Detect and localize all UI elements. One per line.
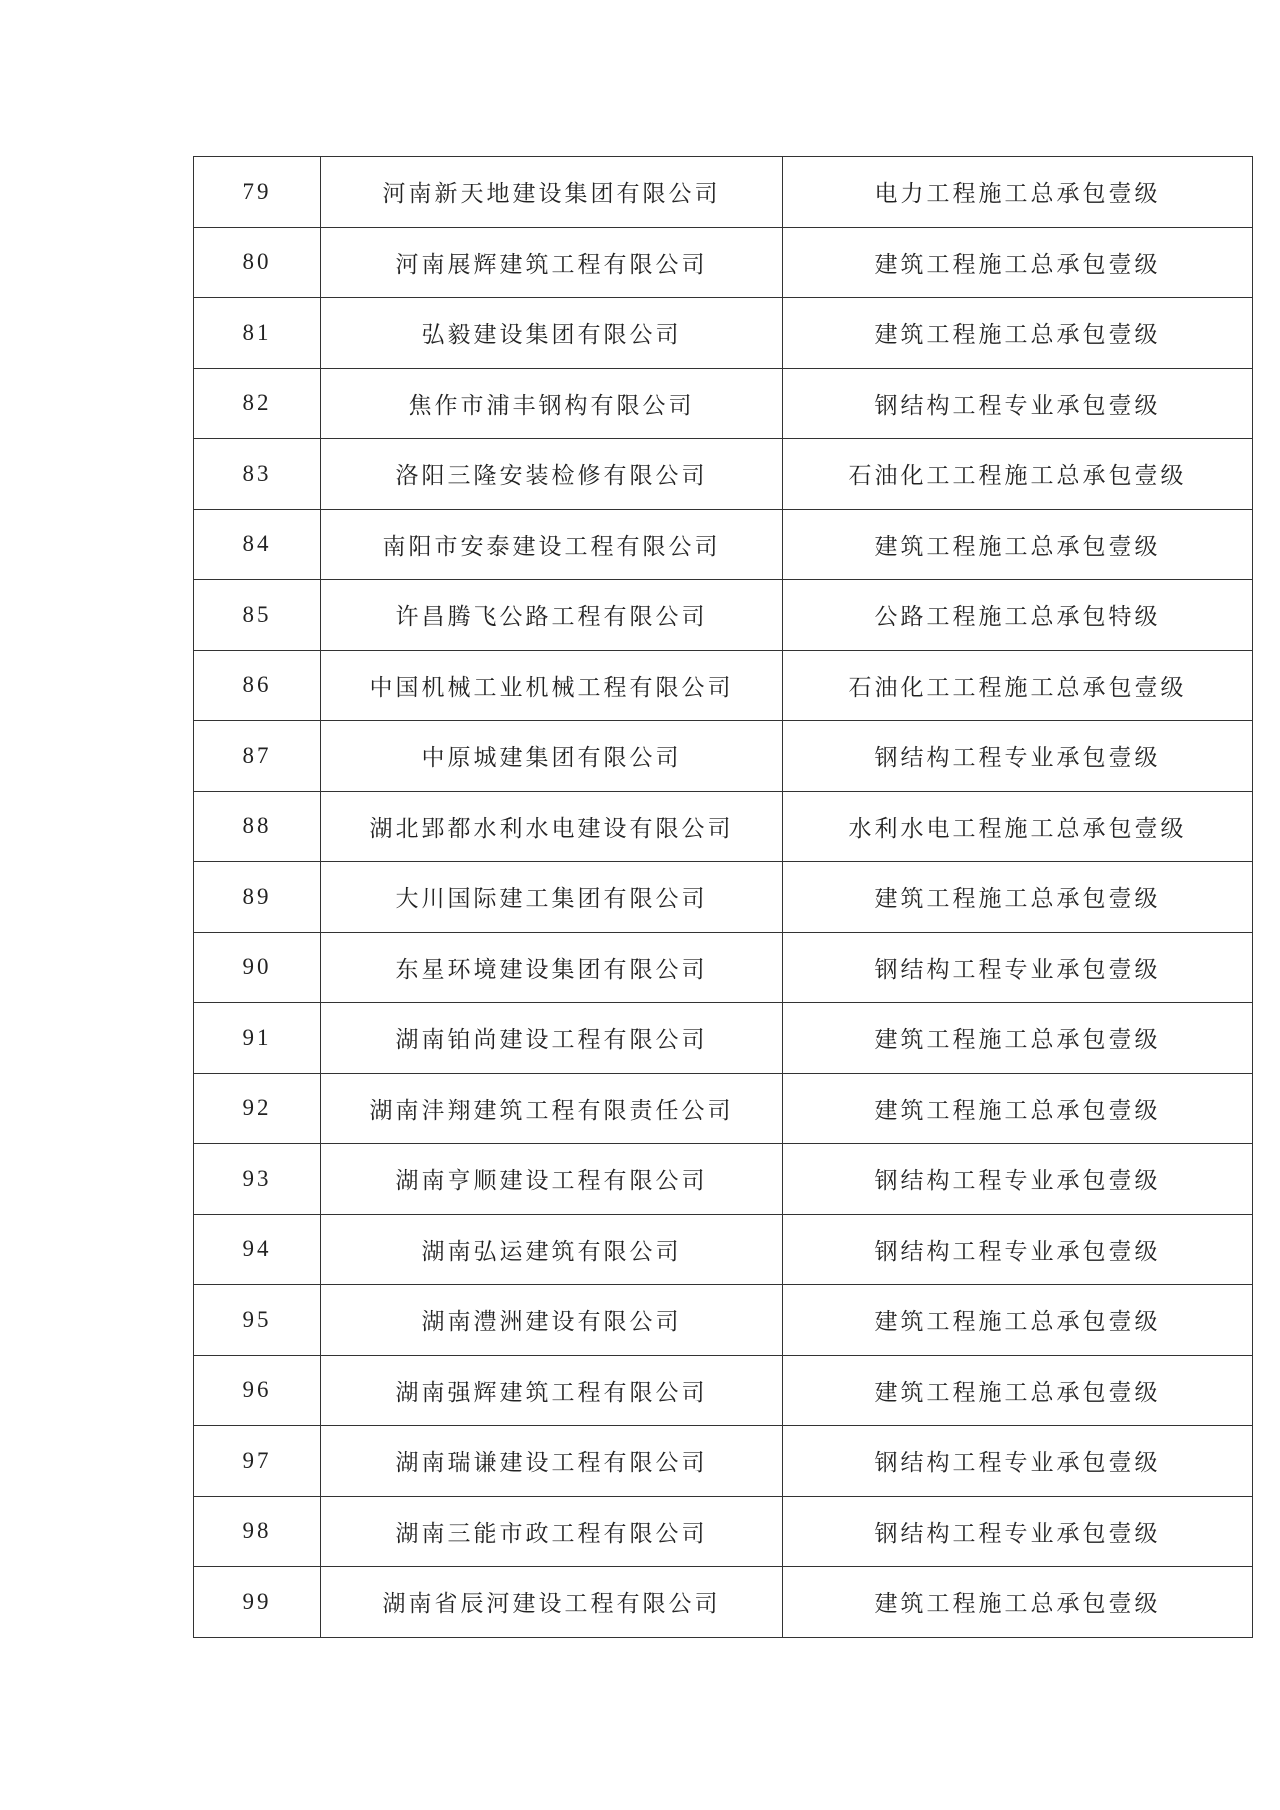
row-number: 98 — [194, 1496, 321, 1567]
qualification: 水利水电工程施工总承包壹级 — [783, 791, 1253, 862]
table-row — [194, 157, 1253, 228]
table-row — [194, 650, 1253, 721]
row-number: 82 — [194, 368, 321, 439]
table-row — [194, 1285, 1253, 1356]
company-name: 许昌腾飞公路工程有限公司 — [321, 580, 783, 651]
table-row — [194, 1214, 1253, 1285]
table-row — [194, 509, 1253, 580]
table-row — [194, 1073, 1253, 1144]
table-row — [194, 368, 1253, 439]
row-number: 80 — [194, 227, 321, 298]
qualification: 建筑工程施工总承包壹级 — [783, 862, 1253, 933]
row-number: 88 — [194, 791, 321, 862]
qualification: 钢结构工程专业承包壹级 — [783, 1496, 1253, 1567]
table-row — [194, 791, 1253, 862]
company-name: 湖北郢都水利水电建设有限公司 — [321, 791, 783, 862]
row-number: 86 — [194, 650, 321, 721]
qualification: 建筑工程施工总承包壹级 — [783, 298, 1253, 369]
table-row — [194, 439, 1253, 510]
row-number: 90 — [194, 932, 321, 1003]
row-number: 81 — [194, 298, 321, 369]
qualification: 建筑工程施工总承包壹级 — [783, 1285, 1253, 1356]
row-number: 84 — [194, 509, 321, 580]
row-number: 91 — [194, 1003, 321, 1074]
company-name: 东星环境建设集团有限公司 — [321, 932, 783, 1003]
qualification: 公路工程施工总承包特级 — [783, 580, 1253, 651]
row-number: 89 — [194, 862, 321, 933]
qualification: 建筑工程施工总承包壹级 — [783, 1003, 1253, 1074]
row-number: 97 — [194, 1426, 321, 1497]
qualification: 石油化工工程施工总承包壹级 — [783, 439, 1253, 510]
qualification: 钢结构工程专业承包壹级 — [783, 1144, 1253, 1215]
qualification: 建筑工程施工总承包壹级 — [783, 1355, 1253, 1426]
qualification: 电力工程施工总承包壹级 — [783, 157, 1253, 228]
company-name: 南阳市安泰建设工程有限公司 — [321, 509, 783, 580]
company-name: 湖南铂尚建设工程有限公司 — [321, 1003, 783, 1074]
company-name: 湖南澧洲建设有限公司 — [321, 1285, 783, 1356]
qualification: 钢结构工程专业承包壹级 — [783, 368, 1253, 439]
qualification: 建筑工程施工总承包壹级 — [783, 1073, 1253, 1144]
table-row — [194, 862, 1253, 933]
row-number: 93 — [194, 1144, 321, 1215]
table-row — [194, 1496, 1253, 1567]
company-name: 湖南强辉建筑工程有限公司 — [321, 1355, 783, 1426]
row-number: 87 — [194, 721, 321, 792]
row-number: 99 — [194, 1567, 321, 1638]
company-name: 中原城建集团有限公司 — [321, 721, 783, 792]
company-name: 河南展辉建筑工程有限公司 — [321, 227, 783, 298]
company-name: 中国机械工业机械工程有限公司 — [321, 650, 783, 721]
company-name: 湖南弘运建筑有限公司 — [321, 1214, 783, 1285]
qualification: 石油化工工程施工总承包壹级 — [783, 650, 1253, 721]
qualification: 建筑工程施工总承包壹级 — [783, 227, 1253, 298]
row-number: 96 — [194, 1355, 321, 1426]
company-name: 大川国际建工集团有限公司 — [321, 862, 783, 933]
table-body — [194, 157, 1253, 1638]
company-name: 河南新天地建设集团有限公司 — [321, 157, 783, 228]
table-row — [194, 1426, 1253, 1497]
qualification: 钢结构工程专业承包壹级 — [783, 932, 1253, 1003]
qualification: 建筑工程施工总承包壹级 — [783, 509, 1253, 580]
company-name: 焦作市浦丰钢构有限公司 — [321, 368, 783, 439]
table-row — [194, 227, 1253, 298]
qualification: 钢结构工程专业承包壹级 — [783, 1426, 1253, 1497]
qualification: 建筑工程施工总承包壹级 — [783, 1567, 1253, 1638]
company-name: 湖南瑞谦建设工程有限公司 — [321, 1426, 783, 1497]
table-row — [194, 1355, 1253, 1426]
company-name: 湖南三能市政工程有限公司 — [321, 1496, 783, 1567]
row-number: 94 — [194, 1214, 321, 1285]
table-row — [194, 1003, 1253, 1074]
qualification: 钢结构工程专业承包壹级 — [783, 721, 1253, 792]
company-qualification-table — [193, 156, 1253, 1638]
row-number: 95 — [194, 1285, 321, 1356]
row-number: 83 — [194, 439, 321, 510]
company-name: 弘毅建设集团有限公司 — [321, 298, 783, 369]
qualification: 钢结构工程专业承包壹级 — [783, 1214, 1253, 1285]
row-number: 79 — [194, 157, 321, 228]
table-row — [194, 298, 1253, 369]
table-row — [194, 721, 1253, 792]
table-row — [194, 580, 1253, 651]
company-name: 湖南省辰河建设工程有限公司 — [321, 1567, 783, 1638]
table-row — [194, 932, 1253, 1003]
company-name: 湖南亨顺建设工程有限公司 — [321, 1144, 783, 1215]
row-number: 85 — [194, 580, 321, 651]
row-number: 92 — [194, 1073, 321, 1144]
company-name: 湖南沣翔建筑工程有限责任公司 — [321, 1073, 783, 1144]
table-row — [194, 1567, 1253, 1638]
company-name: 洛阳三隆安装检修有限公司 — [321, 439, 783, 510]
table-row — [194, 1144, 1253, 1215]
